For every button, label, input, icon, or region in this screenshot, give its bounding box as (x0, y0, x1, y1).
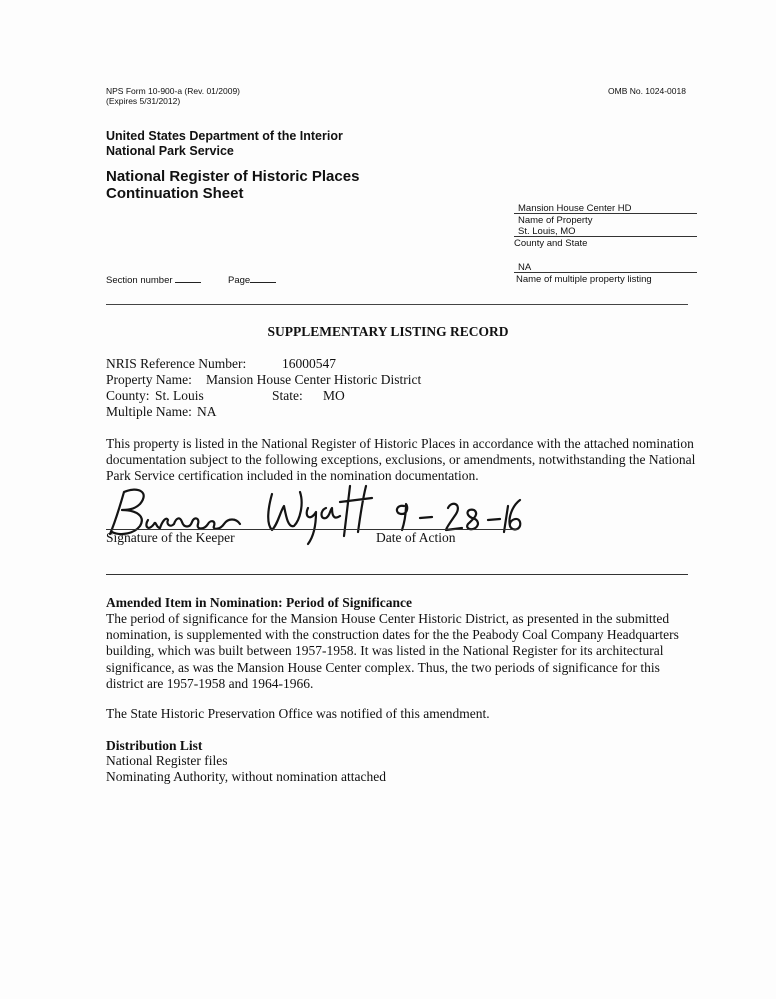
section-number-label: Section number (106, 275, 173, 286)
state-label-record: State: (272, 388, 303, 403)
keeper-signature-label: Signature of the Keeper (106, 530, 235, 545)
county-state-line (514, 236, 697, 237)
amendment-heading: Amended Item in Nomination: Period of Significance (106, 595, 412, 610)
section-divider (106, 574, 688, 575)
nris-label: NRIS Reference Number: (106, 356, 247, 371)
shpo-notification: The State Historic Preservation Office was notified of this amendment. (106, 706, 490, 721)
property-name-record: Mansion House Center Historic District (206, 372, 422, 387)
county-state-label: County and State (514, 238, 588, 249)
page-field (228, 272, 276, 287)
distribution-item-register-files: National Register files (106, 753, 228, 768)
county-state-value: St. Louis, MO (518, 226, 576, 237)
register-title: National Register of Historic Places (106, 168, 360, 185)
state-value-record: MO (323, 388, 345, 403)
property-name-label: Name of Property (518, 215, 593, 226)
distribution-item-nominating-authority: Nominating Authority, without nomination attached (106, 769, 386, 784)
county-label-record: County: (106, 388, 150, 403)
form-expiration: (Expires 5/31/2012) (106, 96, 181, 106)
section-number-blank (175, 272, 201, 283)
nris-value: 16000547 (282, 356, 336, 371)
multiple-listing-line (514, 272, 697, 273)
property-name-line (514, 213, 697, 214)
record-heading: SUPPLEMENTARY LISTING RECORD (267, 324, 509, 339)
county-value-record: St. Louis (155, 388, 204, 403)
page-label: Page (228, 275, 251, 286)
form-number: NPS Form 10-900-a (Rev. 01/2009) (106, 86, 241, 96)
continuation-title: Continuation Sheet (106, 185, 244, 202)
date-of-action-label: Date of Action (376, 530, 456, 545)
property-name-value: Mansion House Center HD (518, 203, 632, 214)
header-divider (106, 304, 688, 305)
multiple-name-value-record: NA (197, 404, 217, 419)
multiple-listing-label: Name of multiple property listing (516, 274, 652, 285)
omb-number: OMB No. 1024-0018 (608, 86, 686, 96)
department-name: United States Department of the Interior (106, 129, 343, 143)
amendment-body: The period of significance for the Mansion House Center Historic District, as presented in the submitted nomination, is supplemented with the construction dates for the the Peabody Coal Company Headquarters building, which was built between 1957-1958. It was listed in the National Register for its architectural significance, as was the Mansion House Center complex. Thus, the two periods of significance for this district are 1957-1958 and 1964-1966. (106, 611, 679, 691)
section-number-field (106, 272, 201, 287)
multiple-listing-value: NA (518, 262, 532, 273)
distribution-heading: Distribution List (106, 738, 203, 753)
service-name: National Park Service (106, 144, 234, 158)
property-name-label-record: Property Name: (106, 372, 192, 387)
page-blank (250, 272, 276, 283)
listing-statement: This property is listed in the National Register of Historic Places in accordance with the attached nomination documentation subject to the following exceptions, exclusions, or amendments, notwithstanding the National Park Service certification included in the nomination documentation. (106, 436, 696, 484)
multiple-name-label-record: Multiple Name: (106, 404, 192, 419)
